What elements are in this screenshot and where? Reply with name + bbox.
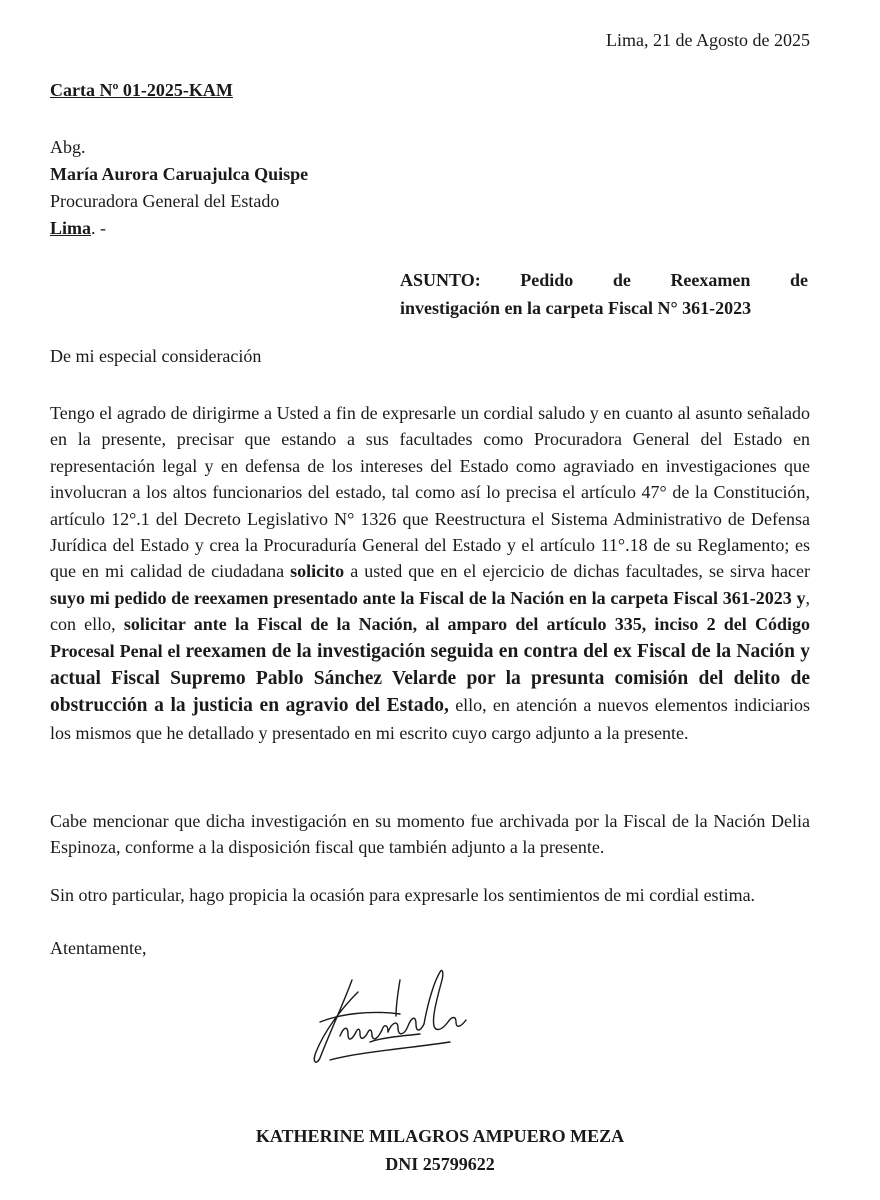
paragraph-archived: Cabe mencionar que dicha investigación en su momento fue archivada por la Fiscal de la Nación Delia Espinoza, conforme a la disposición fiscal que también adjunto a la presente. bbox=[50, 811, 810, 858]
paragraph-main-bold-2: suyo mi pedido de reexamen presentado ante la Fiscal de la Nación en la carpeta Fiscal 361-2023 y bbox=[50, 587, 806, 608]
signatory-id: DNI 25799622 bbox=[385, 1154, 495, 1174]
paragraph-main-text-3: , con ello, bbox=[50, 587, 810, 635]
paragraph-main-text-4: ello, en atención a nuevos elementos indiciarios los mismos que he detallado y presentado en mi escrito cuyo cargo adjunto a la presente. bbox=[50, 695, 811, 743]
letter-date: Lima, 21 de Agosto de 2025 bbox=[606, 30, 810, 50]
recipient-city-line bbox=[50, 215, 308, 242]
paragraph-main bbox=[50, 400, 810, 746]
paragraph-closing: Sin otro particular, hago propicia la ocasión para expresarle los sentimientos de mi cordial estima. bbox=[50, 885, 756, 905]
subject-word-2: de bbox=[612, 270, 631, 290]
handwritten-signature bbox=[300, 962, 480, 1072]
subject-line-2: investigación en la carpeta Fiscal N° 361-2023 bbox=[400, 298, 752, 318]
subject-word-4: de bbox=[790, 270, 808, 290]
recipient-title: Abg. bbox=[50, 137, 86, 157]
greeting: De mi especial consideración bbox=[50, 346, 262, 366]
signatory-name: KATHERINE MILAGROS AMPUERO MEZA bbox=[255, 1126, 625, 1146]
subject-word-1: Pedido bbox=[520, 270, 574, 290]
paragraph-main-bold-1: solicito bbox=[290, 561, 345, 582]
paragraph-main-text-2: a usted que en el ejercicio de dichas facultades, se sirva hacer bbox=[350, 561, 810, 582]
recipient-city-suffix: . - bbox=[91, 218, 107, 238]
subject-label: ASUNTO: bbox=[400, 270, 481, 290]
paragraph-main-text-1: Tengo el agrado de dirigirme a Usted a fin de expresarle un cordial saludo y en cuanto al asunto señalado en la presente, precisar que estando a sus facultades como Procuradora General del Estado en representación legal y en defensa de los intereses del Estado como agraviado en investigaciones que involucran a los altos funcionarios del estado, tal como así lo precisa el artículo 47° de la Constitución, artículo 12°.1 del Decreto Legislativo N° 1326 que Reestructura el Sistema Administrativo de Defensa Jurídica del Estado y crea la Procuraduría General del Estado y el artículo 11°.18 de su Reglamento; es que en mi calidad de ciudadana bbox=[50, 403, 810, 582]
paragraph-main-bold-3: solicitar ante la Fiscal de la Nación, al amparo del artículo 335, inciso 2 del Código Procesal Penal el bbox=[50, 614, 810, 661]
closing-salutation: Atentamente, bbox=[50, 938, 147, 958]
subject-block bbox=[400, 266, 808, 322]
recipient-name: María Aurora Caruajulca Quispe bbox=[50, 164, 309, 184]
recipient-city: Lima bbox=[50, 218, 92, 238]
recipient-position: Procuradora General del Estado bbox=[50, 191, 280, 211]
subject-word-3: Reexamen bbox=[670, 270, 751, 290]
paragraph-main-bold-4: reexamen de la investigación seguida en contra del ex Fiscal de la Nación y actual Fiscal Supremo Pablo Sánchez Velarde por la presunta comisión del delito de obstrucción a la justicia en agravio del Estado, bbox=[50, 640, 811, 717]
letter-reference: Carta Nº 01-2025-KAM bbox=[50, 80, 233, 100]
recipient-block bbox=[50, 134, 308, 242]
subject-line-1 bbox=[400, 266, 808, 294]
